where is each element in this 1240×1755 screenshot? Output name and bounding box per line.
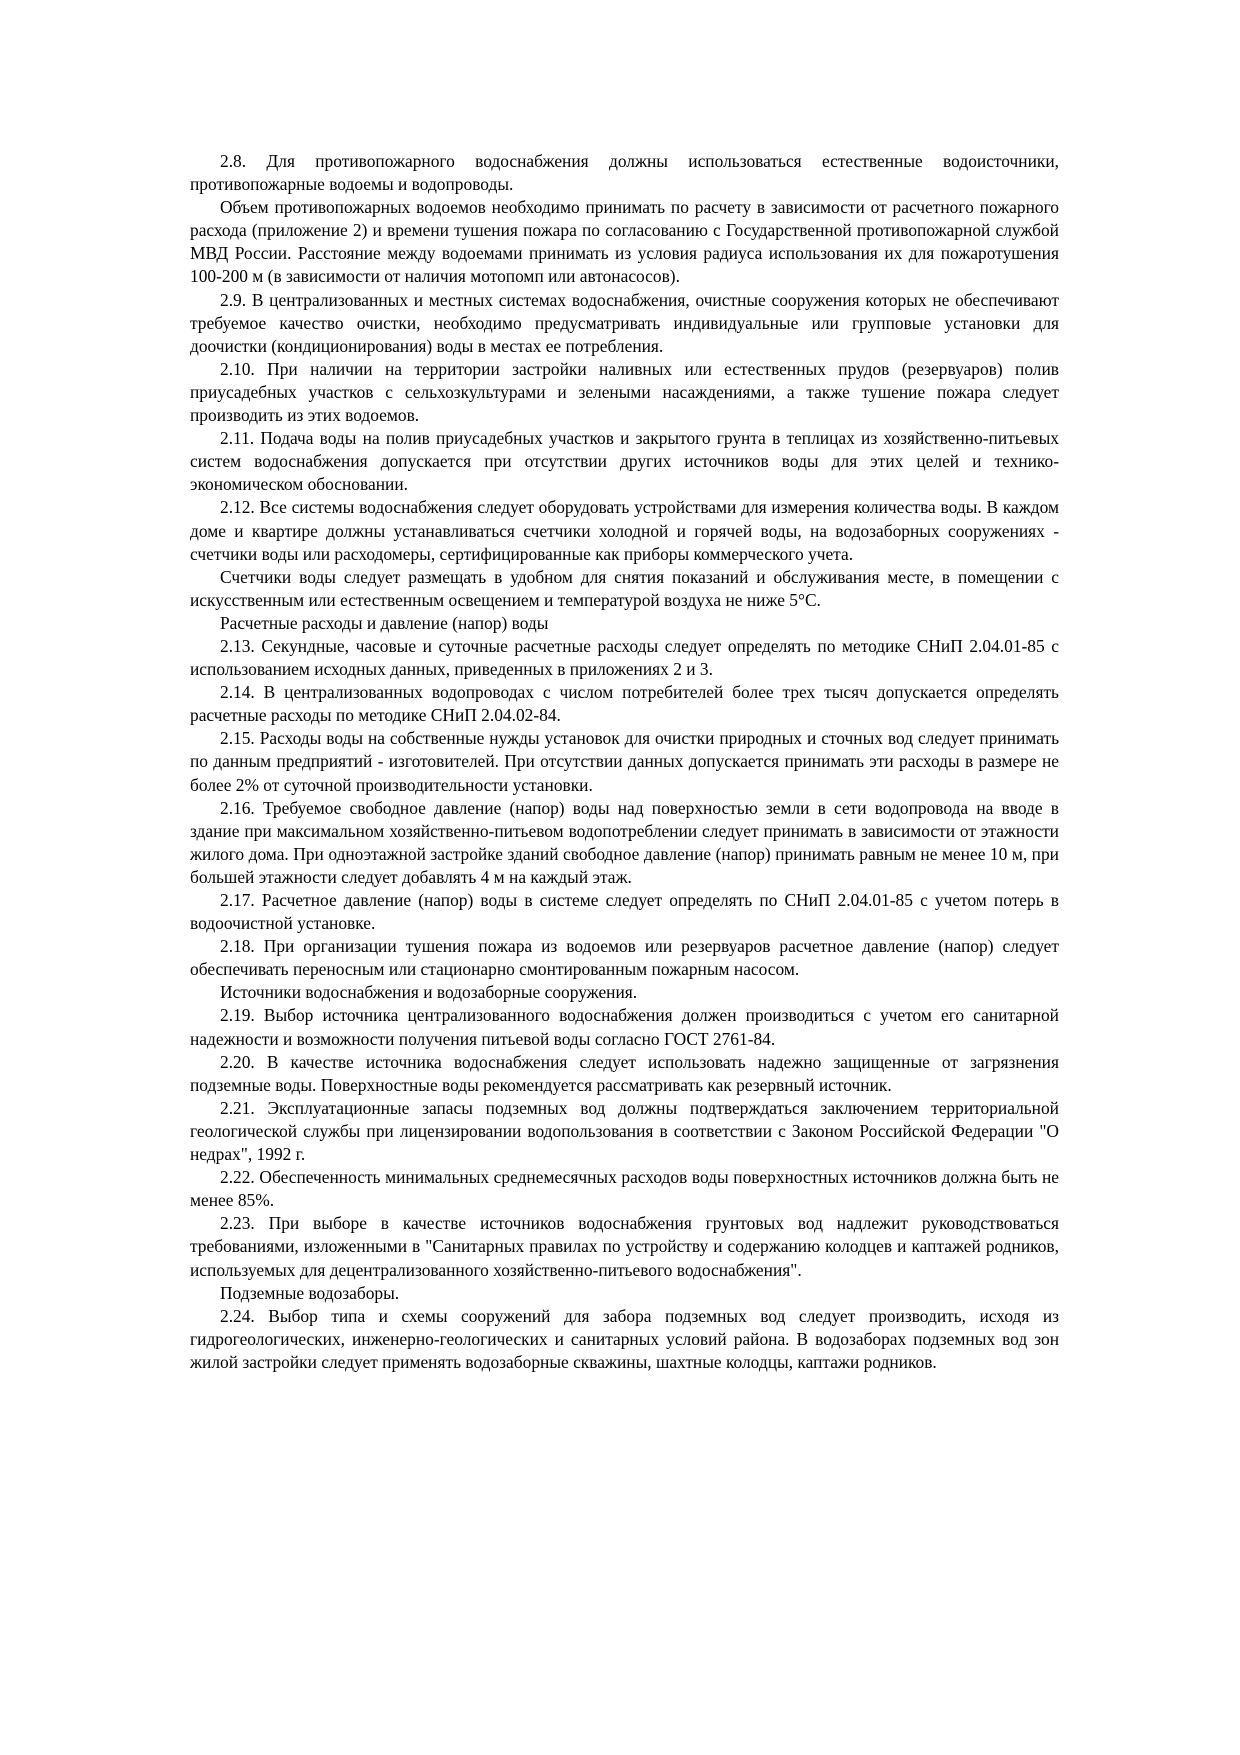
paragraph-2-14: 2.14. В централизованных водопроводах с числом потребителей более трех тысяч допускается определять расчетные расходы по методике СНиП 2.04.02-84. [190, 682, 1059, 726]
document-page [190, 150, 1059, 1374]
paragraph-2-16: 2.16. Требуемое свободное давление (напор) воды над поверхностью земли в сети водопровода на вводе в здание при максимальном хозяйственно-питьевом водопотреблении следует принимать в зависимости от этажности жилого дома. При одноэтажной застройке зданий свободное давление (напор) принимать равным не менее 10 м, при большей этажности следует добавлять 4 м на каждый этаж. [190, 797, 1059, 887]
paragraph-2-21: 2.21. Эксплуатационные запасы подземных вод должны подтверждаться заключением территориальной геологической службы при лицензировании водопользования в соответствии с Законом Российской Федерации "О недрах", 1992 г. [190, 1097, 1059, 1165]
section-heading-underground-intakes: Подземные водозаборы. [220, 1282, 400, 1303]
paragraph-2-12: 2.12. Все системы водоснабжения следует оборудовать устройствами для измерения количества воды. В каждом доме и квартире должны устанавливаться счетчики холодной и горячей воды, на водозаборных сооружениях - счетчики воды или расходомеры, сертифицированные как приборы коммерческого учета. [190, 497, 1059, 564]
paragraph-2-24: 2.24. Выбор типа и схемы сооружений для забора подземных вод следует производить, исходя из гидрогеологических, инженерно-геологических и санитарных условий района. В водозаборах подземных вод зон жилой застройки следует применять водозаборные скважины, шахтные колодцы, каптажи родников. [190, 1305, 1059, 1372]
paragraph-2-13: 2.13. Секундные, часовые и суточные расчетные расходы следует определять по методике СНиП 2.04.01-85 с использованием исходных данных, приведенных в приложениях 2 и 3. [190, 635, 1059, 680]
paragraph-2-20: 2.20. В качестве источника водоснабжения следует использовать надежно защищенные от загрязнения подземные воды. Поверхностные воды рекомендуется рассматривать как резервный источник. [190, 1051, 1059, 1095]
paragraph-2-23: 2.23. При выборе в качестве источников водоснабжения грунтовых вод надлежит руководствоваться требованиями, изложенными в "Санитарных правилах по устройству и содержанию колодцев и каптажей родников, используемых для децентрализованного хозяйственно-питьевого водоснабжения". [190, 1213, 1059, 1280]
paragraph-2-8: 2.8. Для противопожарного водоснабжения должны использоваться естественные водоисточники, противопожарные водоемы и водопроводы. [190, 151, 1059, 195]
paragraph-2-15: 2.15. Расходы воды на собственные нужды установок для очистки природных и сточных вод следует принимать по данным предприятий - изготовителей. При отсутствии данных допускается принимать эти расходы в размере не более 2% от суточной производительности установки. [190, 728, 1059, 795]
paragraph-2-9: 2.9. В централизованных и местных системах водоснабжения, очистные сооружения которых не обеспечивают требуемое качество очистки, необходимо предусматривать индивидуальные или групповые установки для доочистки (кондиционирования) воды в местах ее потребления. [190, 289, 1059, 356]
paragraph-fire-reservoirs-volume: Объем противопожарных водоемов необходимо принимать по расчету в зависимости от расчетного пожарного расхода (приложение 2) и времени тушения пожара по согласованию с Государственной противопожарной службой МВД России. Расстояние между водоемами принимать из условия радиуса использования их для пожаротушения 100-200 м (в зависимости от наличия мотопомп или автонасосов). [190, 197, 1059, 287]
paragraph-water-meters: Счетчики воды следует размещать в удобном для снятия показаний и обслуживания месте, в помещении с искусственным или естественным освещением и температурой воздуха не ниже 5°С. [190, 566, 1059, 610]
section-heading-design-flows: Расчетные расходы и давление (напор) воды [220, 612, 549, 633]
paragraph-2-17: 2.17. Расчетное давление (напор) воды в системе следует определять по СНиП 2.04.01-85 с учетом потерь в водоочистной установке. [190, 890, 1059, 934]
paragraph-2-22: 2.22. Обеспеченность минимальных среднемесячных расходов воды поверхностных источников должна быть не менее 85%. [190, 1167, 1059, 1211]
paragraph-2-11: 2.11. Подача воды на полив приусадебных участков и закрытого грунта в теплицах из хозяйственно-питьевых систем водоснабжения допускается при отсутствии других источников воды для этих целей и технико-экономическом обосновании. [190, 428, 1059, 495]
section-heading-water-sources: Источники водоснабжения и водозаборные сооружения. [220, 982, 638, 1003]
paragraph-2-10: 2.10. При наличии на территории застройки наливных или естественных прудов (резервуаров) полив приусадебных участков с сельхозкультурами и зелеными насаждениями, а также тушение пожара следует производить из этих водоемов. [190, 358, 1059, 426]
paragraph-2-18: 2.18. При организации тушения пожара из водоемов или резервуаров расчетное давление (напор) следует обеспечивать переносным или стационарно смонтированным пожарным насосом. [190, 936, 1059, 980]
paragraph-2-19: 2.19. Выбор источника централизованного водоснабжения должен производиться с учетом его санитарной надежности и возможности получения питьевой воды согласно ГОСТ 2761-84. [190, 1005, 1059, 1049]
